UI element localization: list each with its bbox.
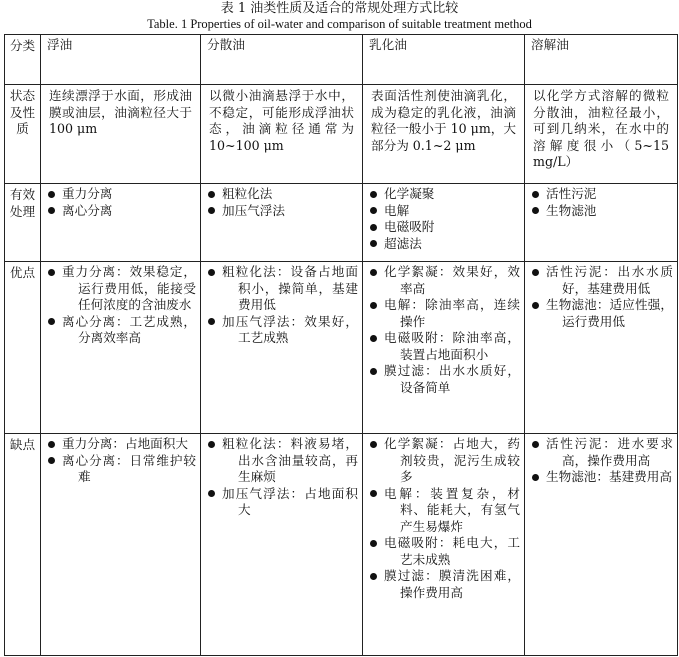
column-header: 分散油	[201, 35, 363, 85]
column-header: 乳化油	[363, 35, 525, 85]
list-item: 活性污泥：出水水质好，基建费用低	[529, 264, 673, 297]
table-cell	[525, 184, 678, 262]
bullet-list	[529, 436, 673, 486]
bullet-list	[367, 186, 520, 252]
oil-treatment-comparison-table	[4, 34, 678, 656]
bullet-list	[45, 186, 196, 219]
row-label	[5, 85, 41, 184]
row-label	[5, 184, 41, 262]
caption-english: Table. 1 Properties of oil-water and comparison of suitable treatment method	[147, 17, 532, 31]
list-item: 电磁吸附	[367, 219, 520, 236]
list-item: 加压气浮法	[205, 203, 358, 220]
list-item: 电解：除油率高，连续操作	[367, 297, 520, 330]
table-cell: 连续漂浮于水面，形成油膜或油层，油滴粒径大于 100 μm	[41, 85, 201, 184]
caption-chinese: 表 1 油类性质及适合的常规处理方式比较	[220, 1, 459, 16]
list-item: 生物滤池：基建费用高	[529, 469, 673, 486]
table-row-properties	[5, 85, 678, 184]
list-item: 活性污泥：进水要求高，操作费用高	[529, 436, 673, 469]
table-cell	[41, 184, 201, 262]
category-header-label: 分类	[9, 38, 36, 53]
list-item: 电解	[367, 203, 520, 220]
row-label-text: 优点	[9, 265, 36, 280]
bullet-list	[367, 264, 520, 396]
list-item: 加压气浮法：效果好，工艺成熟	[205, 314, 358, 347]
column-header: 浮油	[41, 35, 201, 85]
table-cell	[363, 434, 525, 656]
table-cell: 表面活性剂使油滴乳化，成为稳定的乳化液，油滴粒径一般小于 10 μm，大部分为 0.1~2 μm	[363, 85, 525, 184]
bullet-list	[205, 186, 358, 219]
table-cell	[525, 434, 678, 656]
list-item: 电磁吸附：除油率高，装置占地面积小	[367, 330, 520, 363]
table-cell	[41, 434, 201, 656]
list-item: 离心分离	[45, 203, 196, 220]
table-cell: 以微小油滴悬浮于水中，不稳定，可能形成浮油状态，油滴粒径通常为 10~100 μm	[201, 85, 363, 184]
table-cell	[41, 262, 201, 434]
table-cell	[363, 184, 525, 262]
row-label-text: 有效处理	[9, 187, 36, 219]
category-header	[5, 35, 41, 85]
table-cell	[201, 184, 363, 262]
table-cell	[363, 262, 525, 434]
list-item: 膜过滤：膜清洗困难，操作费用高	[367, 568, 520, 601]
table-header-row	[5, 35, 678, 85]
table-cell	[525, 262, 678, 434]
list-item: 电磁吸附：耗电大，工艺未成熟	[367, 535, 520, 568]
list-item: 生物滤池	[529, 203, 673, 220]
table-cell	[201, 434, 363, 656]
column-header: 溶解油	[525, 35, 678, 85]
table-row-treatment	[5, 184, 678, 262]
list-item: 活性污泥	[529, 186, 673, 203]
list-item: 化学凝聚	[367, 186, 520, 203]
list-item: 加压气浮法：占地面积大	[205, 486, 358, 519]
list-item: 超滤法	[367, 236, 520, 253]
table-row-disadvantages	[5, 434, 678, 656]
bullet-list	[367, 436, 520, 601]
row-label-text: 状态及性质	[9, 88, 36, 136]
row-label-text: 缺点	[9, 437, 36, 452]
list-item: 粗粒化法	[205, 186, 358, 203]
row-label	[5, 262, 41, 434]
row-label	[5, 434, 41, 656]
list-item: 生物滤池：适应性强，运行费用低	[529, 297, 673, 330]
list-item: 粗粒化法：设备占地面积小，操简单，基建费用低	[205, 264, 358, 314]
table-cell: 以化学方式溶解的微粒分散油，油粒径最小，可到几纳米，在水中的溶解度很小（5~15 mg/L）	[525, 85, 678, 184]
table-caption	[0, 0, 679, 32]
list-item: 电解：装置复杂，材料、能耗大，有氢气产生易爆炸	[367, 486, 520, 536]
list-item: 重力分离	[45, 186, 196, 203]
list-item: 离心分离：工艺成熟，分离效率高	[45, 314, 196, 347]
bullet-list	[529, 264, 673, 330]
table-cell	[201, 262, 363, 434]
bullet-list	[529, 186, 673, 219]
bullet-list	[45, 264, 196, 347]
list-item: 重力分离：占地面积大	[45, 436, 196, 453]
list-item: 离心分离：日常维护较难	[45, 453, 196, 486]
list-item: 粗粒化法：料液易堵，出水含油量较高，再生麻烦	[205, 436, 358, 486]
list-item: 化学絮凝：占地大，药剂较贵，泥污生成较多	[367, 436, 520, 486]
list-item: 重力分离：效果稳定，运行费用低，能接受任何浓度的含油废水	[45, 264, 196, 314]
bullet-list	[205, 436, 358, 519]
list-item: 化学絮凝：效果好，效率高	[367, 264, 520, 297]
bullet-list	[205, 264, 358, 347]
table-row-advantages	[5, 262, 678, 434]
list-item: 膜过滤：出水水质好，设备简单	[367, 363, 520, 396]
bullet-list	[45, 436, 196, 486]
